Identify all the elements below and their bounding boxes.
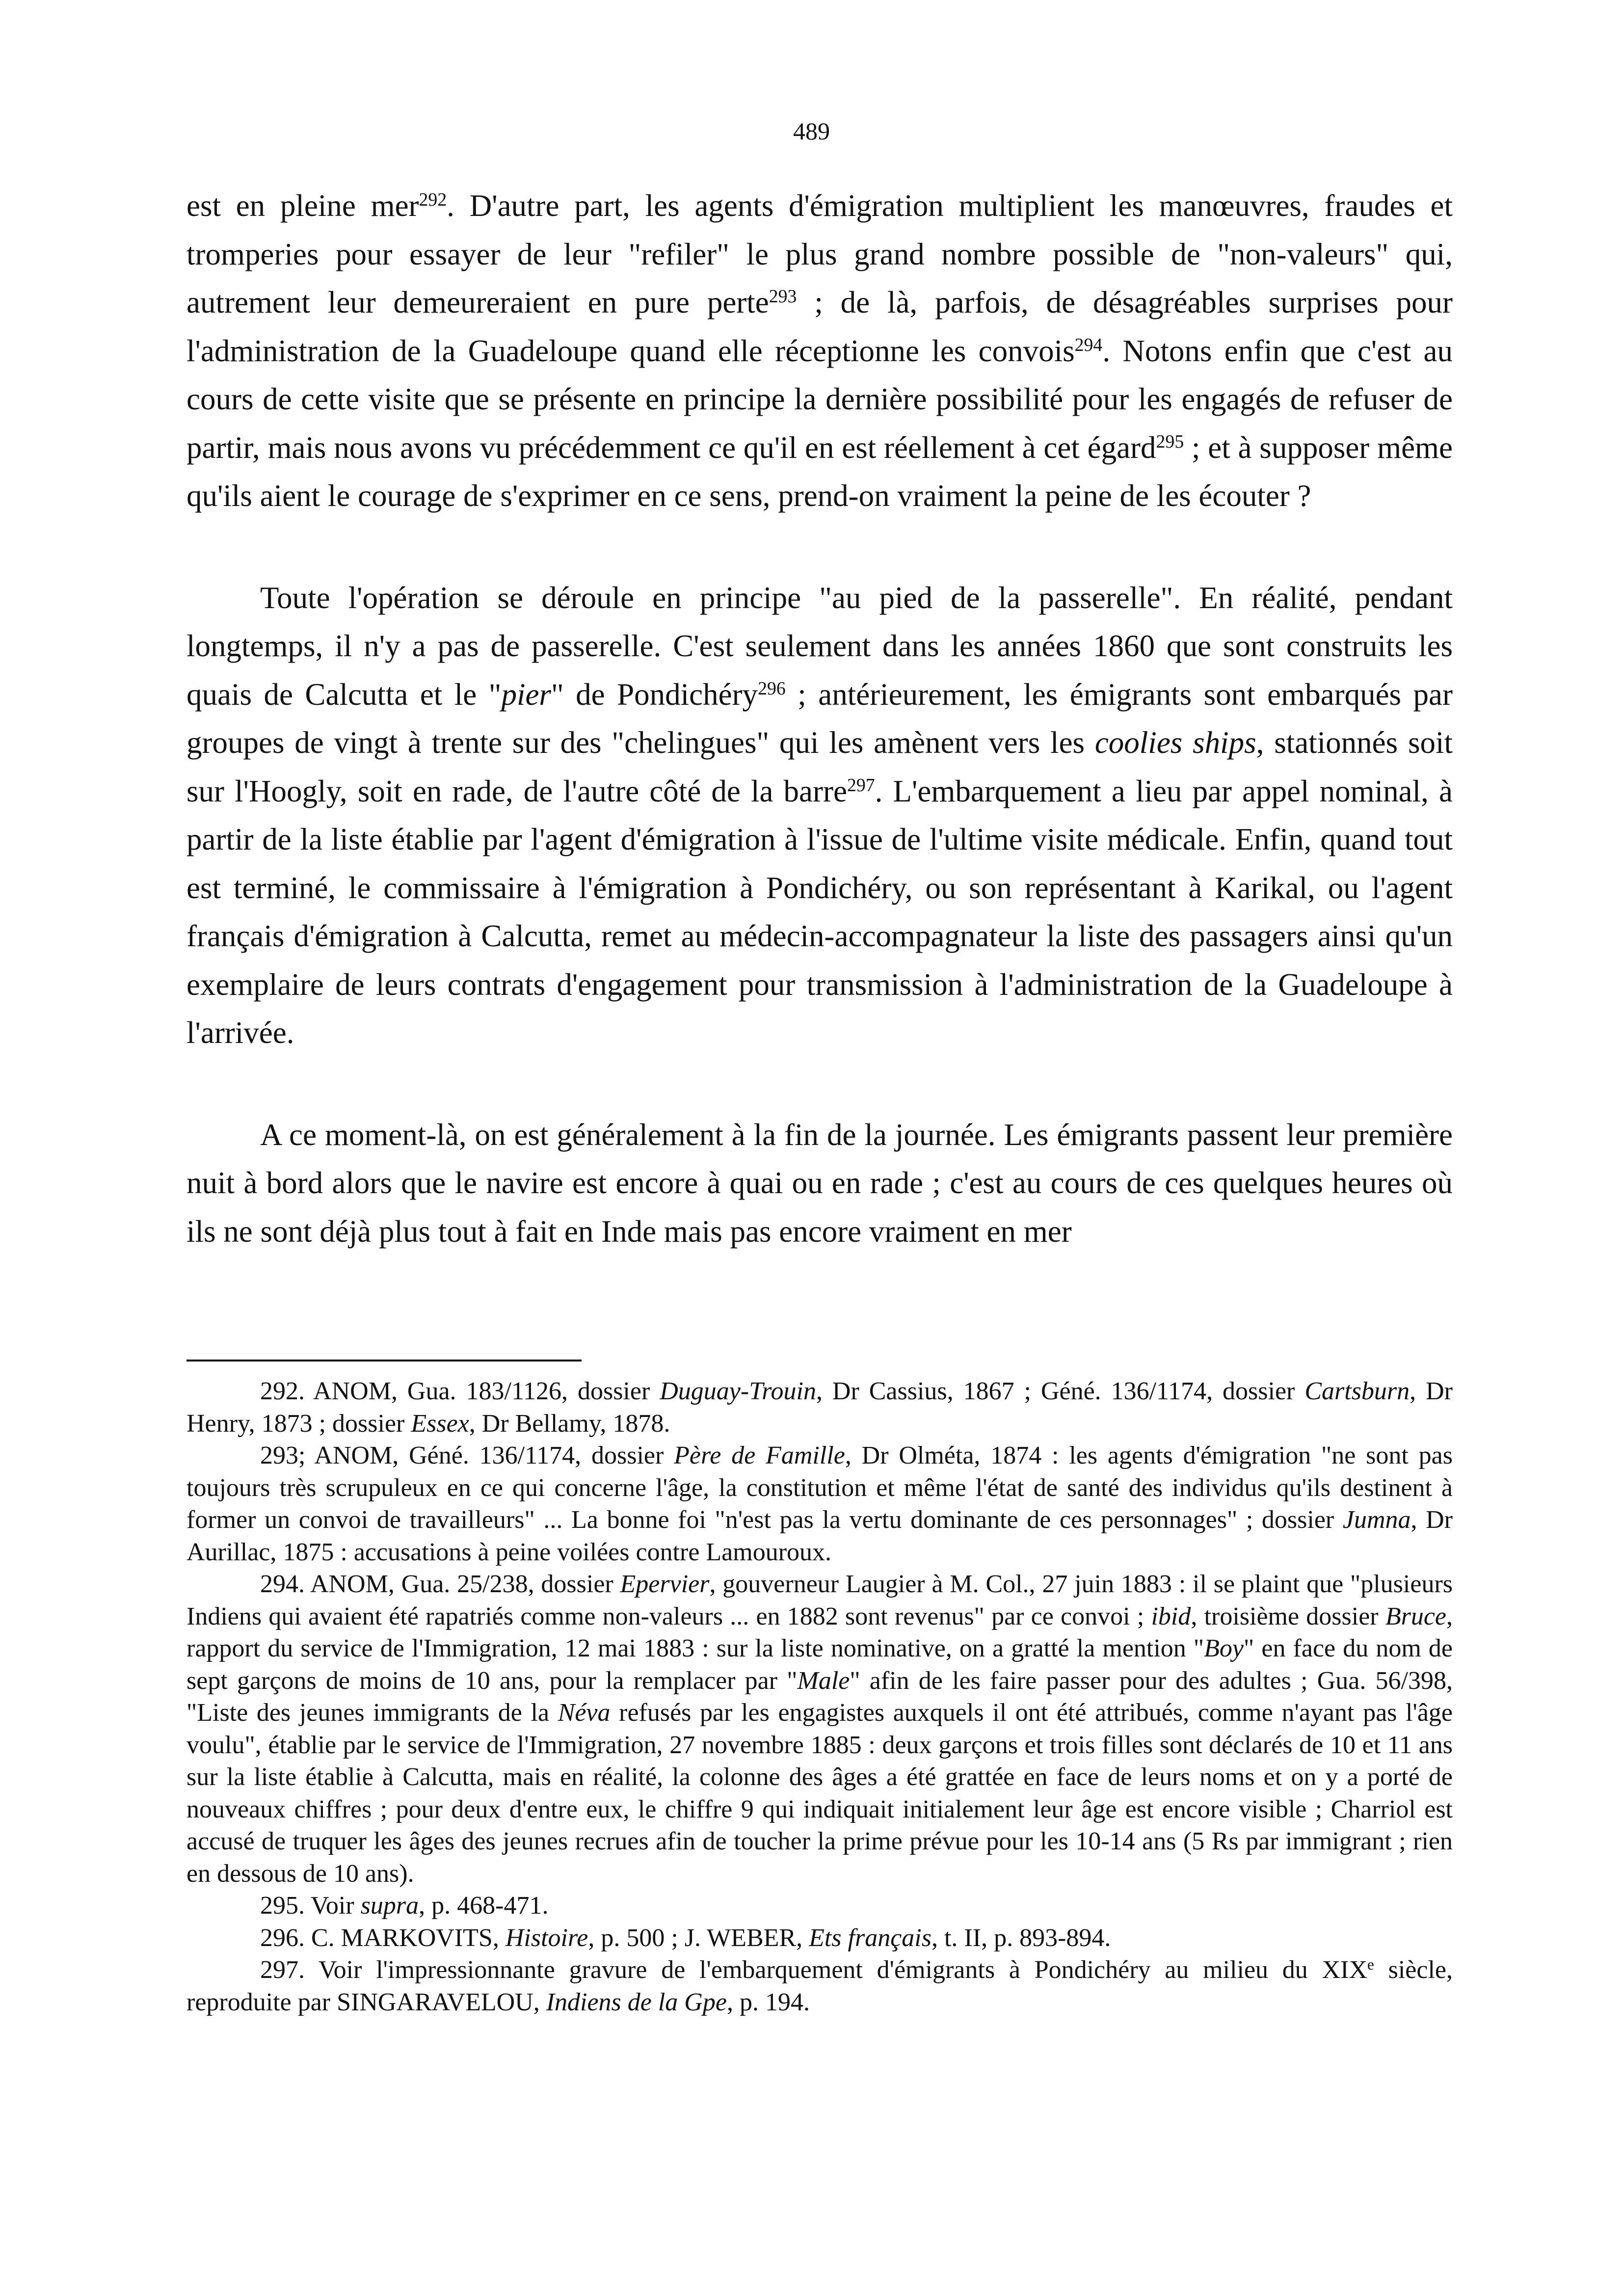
text-run: " en face du nom de sept garçons de moins de 10 ans, pour la remplacer par " [186,1634,1453,1695]
italic-term: Néva [558,1699,611,1727]
text-run: 292. ANOM, Gua. 183/1126, dossier [260,1377,660,1405]
text-run: " de Pondichéry [551,677,758,712]
italic-term: Male [797,1666,850,1695]
italic-term: ibid [1151,1602,1191,1630]
text-run: , gouverneur Laugier à M. Col., 27 juin 1883 : il se plaint que "plusieurs Indiens qui avaient été rapatriés comme non-valeurs ... en 1882 sont revenus" par ce convoi ; [186,1570,1453,1630]
text-run: , Dr Aurillac, 1875 : accusations à peine voilées contre Lamouroux. [186,1506,1453,1566]
text-run: 295. Voir [260,1892,361,1920]
italic-term: Essex [411,1409,469,1438]
page-number: 489 [793,117,830,145]
text-run: , stationnés soit sur l'Hoogly, soit en rade, de l'autre côté de la barre [186,725,1453,808]
paragraph-1 [186,182,1453,520]
italic-term: pier [501,677,551,712]
text-run: , p. 500 ; J. WEBER, [588,1923,809,1952]
footnote-294 [186,1568,1453,1890]
text-run: ; et à supposer même qu'ils aient le courage de s'exprimer en ce sens, prend-on vraiment la peine de les écouter ? [186,430,1453,513]
footnotes [186,1375,1453,2018]
footnote-ref-293[interactable]: 293 [769,286,797,307]
italic-term: supra [360,1892,419,1920]
text-run: . D'autre part, les agents d'émigration multiplient les manœuvres, fraudes et tromperies pour essayer de leur "refiler" le plus grand nombre possible de "non-valeurs" qui, autrement leur demeureraient en pure perte [186,188,1453,320]
footnote-ref-296[interactable]: 296 [758,678,786,699]
footnote-ref-295[interactable]: 295 [1156,431,1184,452]
text-run: , troisième dossier [1191,1602,1385,1630]
italic-term: Duguay-Trouin [660,1377,816,1405]
italic-term: Histoire [505,1923,588,1952]
footnote-295 [186,1890,1453,1922]
footnote-297 [186,1954,1453,2018]
italic-term: Père de Famille [674,1442,845,1469]
text-run: . Notons enfin que c'est au cours de cette visite que se présente en principe la dernière possibilité pour les engagés de refuser de partir, mais nous avons vu précédemment ce qu'il en est réellement à cet égard [186,333,1453,465]
italic-term: Bruce [1385,1602,1446,1630]
text-run: " afin de les faire passer pour des adultes ; Gua. 56/398, "Liste des jeunes immigrants de la [186,1666,1453,1727]
footnote-292 [186,1375,1453,1440]
footnote-293 [186,1440,1453,1568]
italic-term: Ets français [809,1923,931,1952]
italic-term: Indiens de la Gpe [546,1988,727,2016]
text-run: ; de là, parfois, de désagréables surprises pour l'administration de la Guadeloupe quand elle réceptionne les convois [186,285,1453,368]
text-run: . L'embarquement a lieu par appel nominal, à partir de la liste établie par l'agent d'émigration à l'issue de l'ultime visite médicale. Enfin, quand tout est terminé, le commissaire à l'émigration à Pondichéry, ou son représentant à Karikal, ou l'agent français d'émigration à Calcutta, remet au médecin-accompagnateur la liste des passagers ainsi qu'un exemplaire de leurs contrats d'engagement pour transmission à l'administration de la Guadeloupe à l'arrivée. [186,774,1453,1050]
main-text [186,182,1453,1309]
footnote-296 [186,1922,1453,1954]
paragraph-2 [186,574,1453,1057]
text-run: refusés par les engagistes auxquels il ont été attribués, comme n'ayant pas l'âge voulu", établie par le service de l'Immigration, 27 novembre 1885 : deux garçons et trois filles sont déclarés de 10 et 11 ans sur la liste établie à Calcutta, mais en réalité, la colonne des âges a été grattée en face de leurs noms et on y a porté de nouveaux chiffres ; pour deux d'entre eux, le chiffre 9 qui indiquait initialement leur âge est encore visible ; Charriol est accusé de truquer les âges des jeunes recrues afin de toucher la prime prévue pour les 10-14 ans (5 Rs par immigrant ; rien en dessous de 10 ans). [186,1699,1453,1888]
italic-term: Jumna [1342,1506,1411,1534]
text-run: , rapport du service de l'Immigration, 12 mai 1883 : sur la liste nominative, on a gratté la mention " [186,1602,1453,1662]
text-run: , Dr Bellamy, 1878. [469,1409,670,1438]
italic-term: Boy [1204,1634,1244,1662]
text-run: , p. 194. [726,1988,810,2016]
footnote-separator [186,1360,582,1362]
text-run: , p. 468-471. [419,1892,549,1920]
text-run: 293; ANOM, Géné. 136/1174, dossier [260,1442,674,1469]
text-run: , Dr Henry, 1873 ; dossier [186,1377,1453,1438]
italic-term: Epervier [620,1570,710,1598]
text-run: 296. C. MARKOVITS, [260,1923,506,1952]
footnote-ref-297[interactable]: 297 [847,774,875,796]
superscript: e [1367,1955,1374,1973]
italic-term: coolies ships [1094,725,1256,760]
footnote-ref-292[interactable]: 292 [419,189,447,211]
text-run: 297. Voir l'impressionnante gravure de l'embarquement d'émigrants à Pondichéry au milieu du XIX [260,1956,1367,1984]
text-run: est en pleine mer [186,188,419,223]
footnote-ref-294[interactable]: 294 [1074,334,1103,355]
text-run: siècle, reproduite par SINGARAVELOU, [186,1956,1453,2016]
italic-term: Cartsburn [1304,1377,1410,1405]
text-run: 294. ANOM, Gua. 25/238, dossier [260,1570,620,1598]
paragraph-3: A ce moment-là, on est généralement à la fin de la journée. Les émigrants passent leur première nuit à bord alors que le navire est encore à quai ou en rade ; c'est au cours de ces quelques heures où ils ne sont déjà plus tout à fait en Inde mais pas encore vraiment en mer [186,1117,1453,1249]
text-run: , Dr Cassius, 1867 ; Géné. 136/1174, dossier [816,1377,1305,1405]
text-run: , Dr Olméta, 1874 : les agents d'émigration "ne sont pas toujours très scrupuleux en ce qui concerne l'âge, la constitution et même l'état de santé des individus qu'ils destinent à former un convoi de travailleurs" ... La bonne foi "n'est pas la vertu dominante de ces personnages" ; dossier [186,1442,1453,1534]
text-run: ; antérieurement, les émigrants sont embarqués par groupes de vingt à trente sur des "chelingues" qui les amènent vers les [186,677,1453,760]
text-run: , t. II, p. 893-894. [931,1923,1111,1952]
text-run: Toute l'opération se déroule en principe "au pied de la passerelle". En réalité, pendant longtemps, il n'y a pas de passerelle. C'est seulement dans les années 1860 que sont construits les quais de Calcutta et le " [186,580,1453,712]
